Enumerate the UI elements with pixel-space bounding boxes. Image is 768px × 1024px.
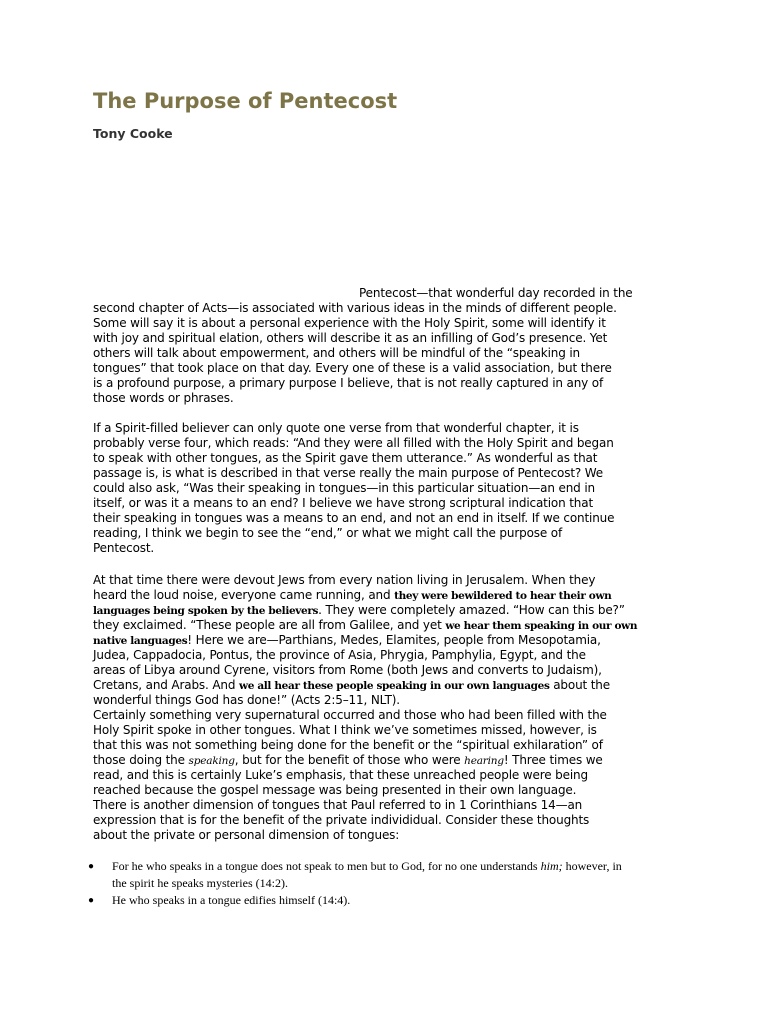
text-run: areas of Libya around Cyrene, visitors from Rome (both Jews and converts to Judaism), xyxy=(93,663,602,677)
paragraph-line xyxy=(93,798,693,813)
text-run: ! Three times we xyxy=(503,753,603,767)
text-run: He who speaks in a tongue edifies himself (14:4). xyxy=(112,893,351,907)
text-run: . They were completely amazed. “How can this be?” xyxy=(318,603,625,617)
text-run: ! Here we are—Parthians, Medes, Elamites, people from Mesopotamia, xyxy=(187,633,601,647)
paragraph-line xyxy=(93,693,693,708)
paragraph-line: passage is, is what is described in that verse really the main purpose of Pentecost? We xyxy=(93,466,604,480)
paragraph-line: could also ask, “Was their speaking in tongues—in this particular situation—an end in xyxy=(93,481,595,495)
paragraph-line xyxy=(93,813,693,828)
list-item xyxy=(88,892,688,909)
text-run: read, and this is certainly Luke’s emphasis, that these unreached people were being xyxy=(93,768,588,782)
paragraph-line: is a profound purpose, a primary purpose I believe, that is not really captured in any of xyxy=(93,376,604,390)
text-run: they exclaimed. “These people are all from Galilee, and yet xyxy=(93,618,446,632)
paragraph-3 xyxy=(93,573,693,843)
text-run: about the private or personal dimension of tongues: xyxy=(93,828,400,842)
list-item-line xyxy=(112,875,688,892)
emphasized-text: native languages xyxy=(93,635,188,647)
text-run: Holy Spirit spoke in other tongues. What I think we’ve sometimes missed, however, is xyxy=(93,723,597,737)
emphasized-text: we all hear these people speaking in our own languages xyxy=(239,680,550,692)
paragraph-1 xyxy=(93,286,693,406)
text-run: Judea, Cappadocia, Pontus, the province of Asia, Phrygia, Pamphylia, Egypt, and the xyxy=(93,648,586,662)
text-run: about the xyxy=(549,678,610,692)
text-run: For he who speaks in a tongue does not speak to men but to God, for no one understands xyxy=(112,859,541,873)
bullet-icon: ● xyxy=(88,895,95,906)
document-author: Tony Cooke xyxy=(93,126,173,141)
paragraph-line xyxy=(93,708,693,723)
paragraph-line: second chapter of Acts—is associated with various ideas in the minds of different people. xyxy=(93,301,617,315)
paragraph-line: itself, or was it a means to an end? I believe we have strong scriptural indication that xyxy=(93,496,593,510)
paragraph-line xyxy=(93,768,693,783)
paragraph-line: with joy and spiritual elation, others will describe it as an infilling of God’s presence. Yet xyxy=(93,331,608,345)
paragraph-line: reading, I think we begin to see the “end,” or what we might call the purpose of xyxy=(93,526,563,540)
italic-text: speaking xyxy=(188,755,235,767)
paragraph-line xyxy=(93,603,693,618)
paragraph-line: their speaking in tongues was a means to an end, and not an end in itself. If we continue xyxy=(93,511,615,525)
list-item-line xyxy=(112,892,688,909)
text-run: that this was not something being done for the benefit or the “spiritual exhilaration” of xyxy=(93,738,603,752)
text-run: heard the loud noise, everyone came running, and xyxy=(93,588,395,602)
paragraph-line xyxy=(93,738,693,753)
text-run: There is another dimension of tongues that Paul referred to in 1 Corinthians 14—an xyxy=(93,798,583,812)
paragraph-line xyxy=(93,723,693,738)
paragraph-line: others will talk about empowerment, and others will be mindful of the “speaking in xyxy=(93,346,580,360)
paragraph-line: probably verse four, which reads: “And they were all filled with the Holy Spirit and began xyxy=(93,436,614,450)
paragraph-line xyxy=(93,648,693,663)
italic-text: him; xyxy=(540,859,563,873)
document-title: The Purpose of Pentecost xyxy=(93,89,398,113)
paragraph-2 xyxy=(93,421,693,556)
bullet-list xyxy=(88,858,688,909)
text-run: Cretans, and Arabs. And xyxy=(93,678,240,692)
paragraph-line: Pentecost—that wonderful day recorded in the xyxy=(359,286,633,300)
paragraph-line xyxy=(93,618,693,633)
text-run: those doing the xyxy=(93,753,189,767)
paragraph-line xyxy=(93,678,693,693)
list-item xyxy=(88,858,688,892)
paragraph-line xyxy=(93,573,693,588)
paragraph-line xyxy=(93,753,693,768)
paragraph-line xyxy=(93,588,693,603)
list-item-line xyxy=(112,858,688,875)
bullet-icon: ● xyxy=(88,861,95,872)
paragraph-line: tongues” that took place on that day. Every one of these is a valid association, but there xyxy=(93,361,612,375)
paragraph-line xyxy=(93,783,693,798)
text-run: , but for the benefit of those who were xyxy=(234,753,465,767)
paragraph-line: If a Spirit-filled believer can only quote one verse from that wonderful chapter, it is xyxy=(93,421,579,435)
text-run: reached because the gospel message was being presented in their own language. xyxy=(93,783,577,797)
emphasized-text: languages being spoken by the believers xyxy=(93,605,319,617)
text-run: however, in xyxy=(562,859,622,873)
paragraph-line: those words or phrases. xyxy=(93,391,234,405)
text-run: wonderful things God has done!” (Acts 2:5–11, NLT). xyxy=(93,693,400,707)
text-run: At that time there were devout Jews from every nation living in Jerusalem. When they xyxy=(93,573,596,587)
paragraph-line: Pentecost. xyxy=(93,541,155,555)
paragraph-line xyxy=(93,633,693,648)
paragraph-line xyxy=(93,828,693,843)
italic-text: hearing xyxy=(464,755,504,767)
text-run: Certainly something very supernatural occurred and those who had been filled with the xyxy=(93,708,607,722)
emphasized-text: they were bewildered to hear their own xyxy=(394,590,612,602)
text-run: the spirit he speaks mysteries (14:2). xyxy=(112,876,288,890)
text-run: expression that is for the benefit of the private individidual. Consider these thoughts xyxy=(93,813,590,827)
paragraph-line: to speak with other tongues, as the Spirit gave them utterance.” As wonderful as that xyxy=(93,451,598,465)
emphasized-text: we hear them speaking in our own xyxy=(445,620,638,632)
paragraph-line: Some will say it is about a personal experience with the Holy Spirit, some will identify it xyxy=(93,316,606,330)
paragraph-line xyxy=(93,663,693,678)
